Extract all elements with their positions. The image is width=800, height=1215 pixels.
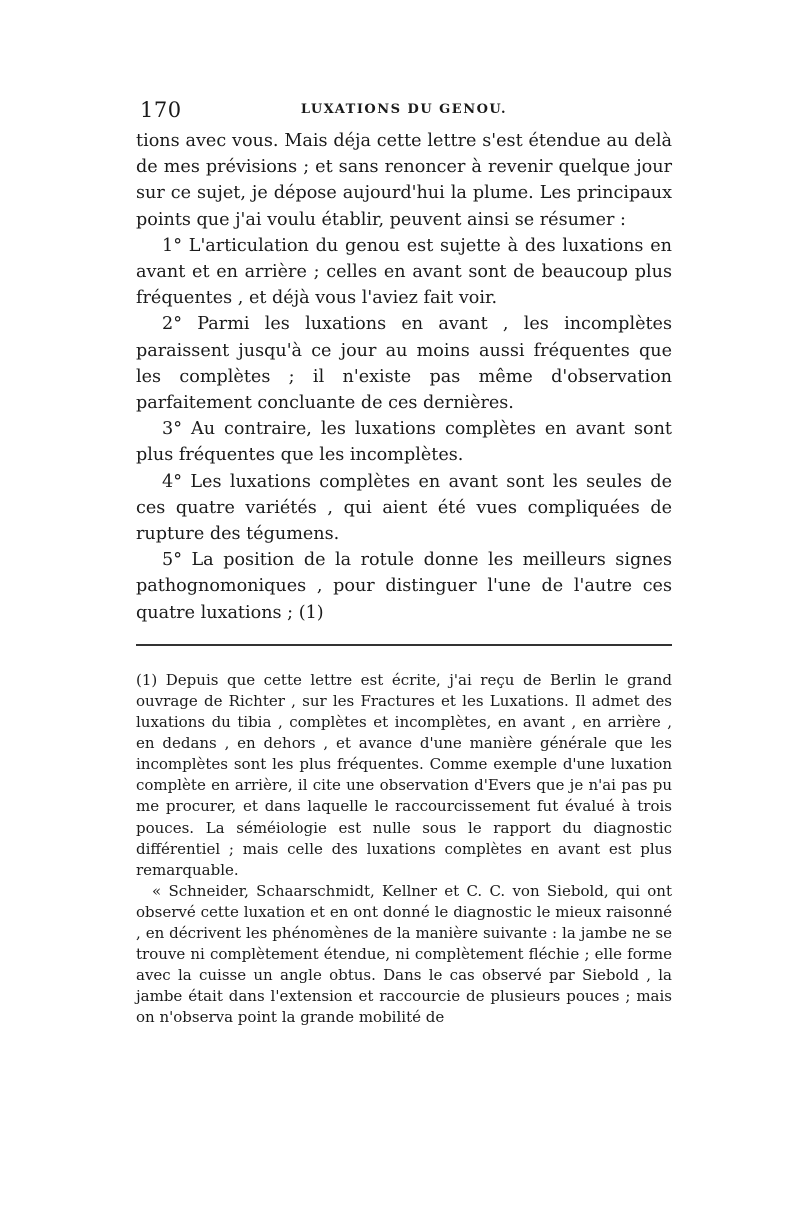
summary-point-5: 5° La position de la rotule donne les meilleurs signes pathognomoniques , pour distinguer l'une de l'autre ces quatre luxations ; (1): [136, 550, 672, 623]
page-number: 170: [140, 98, 182, 122]
intro-paragraph: tions avec vous. Mais déja cette lettre s'est étendue au delà de mes prévisions ; et sans renoncer à revenir quelque jour sur ce sujet, je dépose aujourd'hui la plume. Les principaux points que j'ai voulu établir, peuvent ainsi se résumer :: [136, 131, 672, 230]
summary-point-1: 1° L'articulation du genou est sujette à des luxations en avant et en arrière ; celles en avant sont de beaucoup plus fréquentes , et déjà vous l'aviez fait voir.: [136, 235, 672, 309]
page-header: [136, 92, 672, 128]
summary-point-4: 4° Les luxations complètes en avant sont les seules de ces quatre variétés , qui aient été vues compliquées de rupture des tégumens.: [136, 471, 672, 545]
footnote-separator: [136, 644, 672, 646]
summary-point-2: 2° Parmi les luxations en avant , les incomplètes paraissent jusqu'à ce jour au moins aussi fréquentes que les complètes ; il n'existe pas même d'observation parfaitement concluante de ces dernières.: [136, 314, 672, 414]
footnote-1: (1) Depuis que cette lettre est écrite, j'ai reçu de Berlin le grand ouvrage de Richter , sur les Fractures et les Luxations. Il admet des luxations du tibia , complètes et incomplètes, en avant , en arrière , en dedans , en dehors , et avance d'une manière générale que les incomplètes sont les plus fréquentes. Comme exemple d'une luxation complète en arrière, il cite une observation d'Evers que je n'ai pas pu me procurer, et dans laquelle le raccourcissement fut évalué à trois pouces. La séméiologie est nulle sous le rapport du diagnostic différentiel ; mais celle des luxations complètes en avant est plus remarquable.: [136, 670, 672, 879]
footnotes: [136, 670, 672, 1029]
footnote-quotation: « Schneider, Schaarschmidt, Kellner et C. C. von Siebold, qui ont observé cette luxation et en ont donné le diagnostic le mieux raisonné , en décrivent les phénomènes de la manière suivante : la jambe ne se trouve ni complètement étendue, ni complètement fléchie ; elle forme avec la cuisse un angle obtus. Dans le cas observé par Siebold , la jambe était dans l'extension et raccourcie de plusieurs pouces ; mais on n'observa point la grande mobilité de: [136, 881, 672, 1027]
summary-point-3: 3° Au contraire, les luxations complètes en avant sont plus fréquentes que les incomplètes.: [136, 419, 672, 466]
running-title: LUXATIONS DU GENOU.: [300, 102, 508, 117]
main-text: [136, 128, 672, 626]
book-page: [136, 92, 672, 1028]
